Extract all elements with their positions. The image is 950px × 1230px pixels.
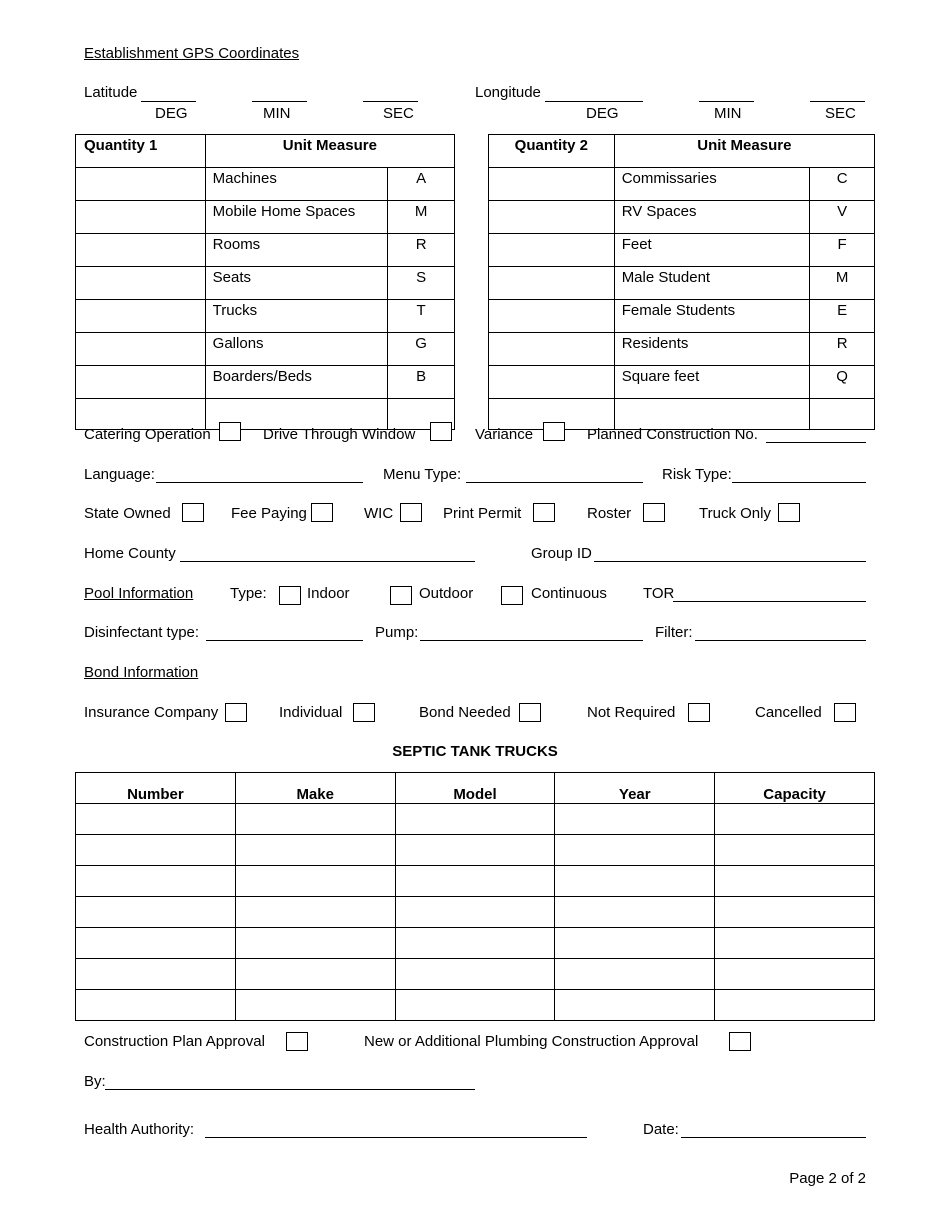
model-cell[interactable] [395,804,555,835]
tor-field[interactable] [673,601,866,602]
unit-code: F [810,234,875,267]
quantity-2-header: Quantity 2 [489,135,615,168]
catering-checkbox[interactable] [219,422,241,441]
unit-code: T [388,300,455,333]
wic-label: WIC [364,505,394,522]
continuous-checkbox[interactable] [501,586,523,605]
table-row [76,804,875,835]
number-cell[interactable] [76,866,236,897]
table-row [76,959,875,990]
model-cell[interactable] [395,959,555,990]
quantity-cell[interactable] [76,168,206,201]
unit-name-cell[interactable] [614,399,810,430]
cancelled-label: Cancelled [755,704,822,721]
unit-name: Machines [205,168,388,201]
latitude-min-label: MIN [263,105,291,122]
quantity-cell[interactable] [489,333,615,366]
unit-measure-header: Unit Measure [205,135,454,168]
year-cell[interactable] [555,866,715,897]
roster-checkbox[interactable] [643,503,665,522]
year-cell[interactable] [555,928,715,959]
page-number: Page 2 of 2 [789,1170,866,1187]
unit-code: M [810,267,875,300]
table-row [76,366,455,399]
page-heading: Establishment GPS Coordinates [84,45,300,62]
model-cell[interactable] [395,866,555,897]
year-header: Year [555,773,715,804]
latitude-sec-label: SEC [383,105,414,122]
number-cell[interactable] [76,897,236,928]
construction-plan-approval-label: Construction Plan Approval [84,1033,265,1050]
catering-label: Catering Operation [84,426,211,443]
table-row [76,333,455,366]
model-cell[interactable] [395,835,555,866]
latitude-min-field[interactable] [252,101,307,102]
risk-type-field[interactable] [732,482,866,483]
language-label: Language: [84,466,155,483]
table-row [76,866,875,897]
health-authority-label: Health Authority: [84,1121,195,1138]
model-cell[interactable] [395,897,555,928]
quantity-table-2 [488,134,875,430]
unit-code: V [810,201,875,234]
fee-paying-checkbox[interactable] [311,503,333,522]
bond-needed-label: Bond Needed [419,704,511,721]
quantity-1-header: Quantity 1 [76,135,206,168]
bond-needed-checkbox[interactable] [519,703,541,722]
longitude-deg-field[interactable] [545,101,643,102]
unit-name: RV Spaces [614,201,810,234]
unit-name: Seats [205,267,388,300]
table-row [76,990,875,1021]
quantity-cell[interactable] [489,234,615,267]
table-row [76,897,875,928]
insurance-company-checkbox[interactable] [225,703,247,722]
make-header: Make [235,773,395,804]
quantity-cell[interactable] [76,267,206,300]
bond-information-heading: Bond Information [84,664,199,681]
variance-checkbox[interactable] [543,422,565,441]
year-cell[interactable] [555,897,715,928]
unit-code: E [810,300,875,333]
capacity-cell[interactable] [715,959,875,990]
septic-title: SEPTIC TANK TRUCKS [392,743,558,760]
make-cell[interactable] [235,897,395,928]
drive-through-label: Drive Through Window [263,426,416,443]
latitude-deg-label: DEG [155,105,188,122]
insurance-company-label: Insurance Company [84,704,219,721]
group-id-label: Group ID [531,545,592,562]
capacity-cell[interactable] [715,804,875,835]
plumbing-approval-label: New or Additional Plumbing Construction Approval [364,1033,699,1050]
home-county-label: Home County [84,545,176,562]
planned-construction-label: Planned Construction No. [587,426,758,443]
unit-name: Feet [614,234,810,267]
not-required-checkbox[interactable] [688,703,710,722]
year-cell[interactable] [555,804,715,835]
wic-checkbox[interactable] [400,503,422,522]
language-field[interactable] [156,482,363,483]
quantity-cell[interactable] [489,267,615,300]
print-permit-checkbox[interactable] [533,503,555,522]
table-row [76,928,875,959]
longitude-sec-field[interactable] [810,101,865,102]
outdoor-checkbox[interactable] [390,586,412,605]
number-cell[interactable] [76,835,236,866]
truck-only-checkbox[interactable] [778,503,800,522]
longitude-label: Longitude [475,84,541,101]
pump-field[interactable] [420,640,643,641]
longitude-deg-label: DEG [586,105,619,122]
menu-type-label: Menu Type: [383,466,462,483]
make-cell[interactable] [235,866,395,897]
quantity-cell[interactable] [76,366,206,399]
unit-code: B [388,366,455,399]
disinfectant-field[interactable] [206,640,363,641]
unit-code: S [388,267,455,300]
tor-label: TOR [643,585,675,602]
table-row [76,267,455,300]
outdoor-label: Outdoor [419,585,474,602]
health-authority-field[interactable] [205,1137,587,1138]
date-label: Date: [643,1121,679,1138]
unit-code: R [388,234,455,267]
table-row [489,333,875,366]
make-cell[interactable] [235,959,395,990]
number-cell[interactable] [76,804,236,835]
quantity-cell[interactable] [489,201,615,234]
unit-name: Female Students [614,300,810,333]
not-required-label: Not Required [587,704,676,721]
unit-name: Mobile Home Spaces [205,201,388,234]
table-row [489,366,875,399]
make-cell[interactable] [235,928,395,959]
capacity-cell[interactable] [715,990,875,1021]
pool-type-label: Type: [230,585,267,602]
by-label: By: [84,1073,106,1090]
capacity-cell[interactable] [715,866,875,897]
capacity-cell[interactable] [715,897,875,928]
quantity-cell[interactable] [76,399,206,430]
quantity-cell[interactable] [489,300,615,333]
table-row [76,201,455,234]
unit-name: Boarders/Beds [205,366,388,399]
filter-field[interactable] [695,640,866,641]
construction-plan-approval-checkbox[interactable] [286,1032,308,1051]
unit-code: R [810,333,875,366]
roster-label: Roster [587,505,632,522]
individual-checkbox[interactable] [353,703,375,722]
pump-label: Pump: [375,624,419,641]
cancelled-checkbox[interactable] [834,703,856,722]
unit-code: A [388,168,455,201]
indoor-checkbox[interactable] [279,586,301,605]
model-cell[interactable] [395,928,555,959]
septic-truck-table [75,772,875,1021]
table-row [76,399,455,430]
model-header: Model [395,773,555,804]
table-row [489,234,875,267]
year-cell[interactable] [555,959,715,990]
make-cell[interactable] [235,835,395,866]
home-county-field[interactable] [180,561,475,562]
table-row [489,300,875,333]
capacity-header: Capacity [715,773,875,804]
longitude-min-label: MIN [714,105,742,122]
unit-name: Rooms [205,234,388,267]
make-cell[interactable] [235,804,395,835]
continuous-label: Continuous [531,585,607,602]
print-permit-label: Print Permit [443,505,522,522]
state-owned-checkbox[interactable] [182,503,204,522]
quantity-cell[interactable] [76,234,206,267]
pool-information-heading: Pool Information [84,585,194,602]
quantity-cell[interactable] [489,168,615,201]
year-cell[interactable] [555,835,715,866]
longitude-min-field[interactable] [699,101,754,102]
unit-code: C [810,168,875,201]
unit-name: Gallons [205,333,388,366]
quantity-cell[interactable] [76,300,206,333]
unit-code: M [388,201,455,234]
quantity-cell[interactable] [489,366,615,399]
unit-measure-header: Unit Measure [614,135,874,168]
year-cell[interactable] [555,990,715,1021]
risk-type-label: Risk Type: [662,466,732,483]
model-cell[interactable] [395,990,555,1021]
fee-paying-label: Fee Paying [231,505,307,522]
individual-label: Individual [279,704,343,721]
planned-construction-field[interactable] [766,442,866,443]
table-row [489,267,875,300]
table-row [76,168,455,201]
longitude-sec-label: SEC [825,105,856,122]
number-cell[interactable] [76,990,236,1021]
quantity-cell[interactable] [76,201,206,234]
date-field[interactable] [681,1137,866,1138]
unit-code: G [388,333,455,366]
filter-label: Filter: [655,624,693,641]
unit-name: Square feet [614,366,810,399]
table-row [489,168,875,201]
truck-only-label: Truck Only [699,505,771,522]
number-header: Number [76,773,236,804]
table-row [76,835,875,866]
capacity-cell[interactable] [715,835,875,866]
unit-name: Male Student [614,267,810,300]
indoor-label: Indoor [307,585,350,602]
drive-through-checkbox[interactable] [430,422,452,441]
disinfectant-label: Disinfectant type: [84,624,200,641]
by-field[interactable] [105,1089,475,1090]
plumbing-approval-checkbox[interactable] [729,1032,751,1051]
number-cell[interactable] [76,959,236,990]
table-row [489,201,875,234]
menu-type-field[interactable] [466,482,643,483]
unit-name: Commissaries [614,168,810,201]
unit-code: Q [810,366,875,399]
variance-label: Variance [475,426,534,443]
unit-name: Trucks [205,300,388,333]
quantity-table-1 [75,134,455,430]
latitude-label: Latitude [84,84,138,101]
table-row [76,234,455,267]
latitude-deg-field[interactable] [141,101,196,102]
quantity-cell[interactable] [76,333,206,366]
group-id-field[interactable] [594,561,866,562]
latitude-sec-field[interactable] [363,101,418,102]
unit-name: Residents [614,333,810,366]
make-cell[interactable] [235,990,395,1021]
unit-code-cell[interactable] [810,399,875,430]
table-row [76,300,455,333]
number-cell[interactable] [76,928,236,959]
state-owned-label: State Owned [84,505,171,522]
capacity-cell[interactable] [715,928,875,959]
